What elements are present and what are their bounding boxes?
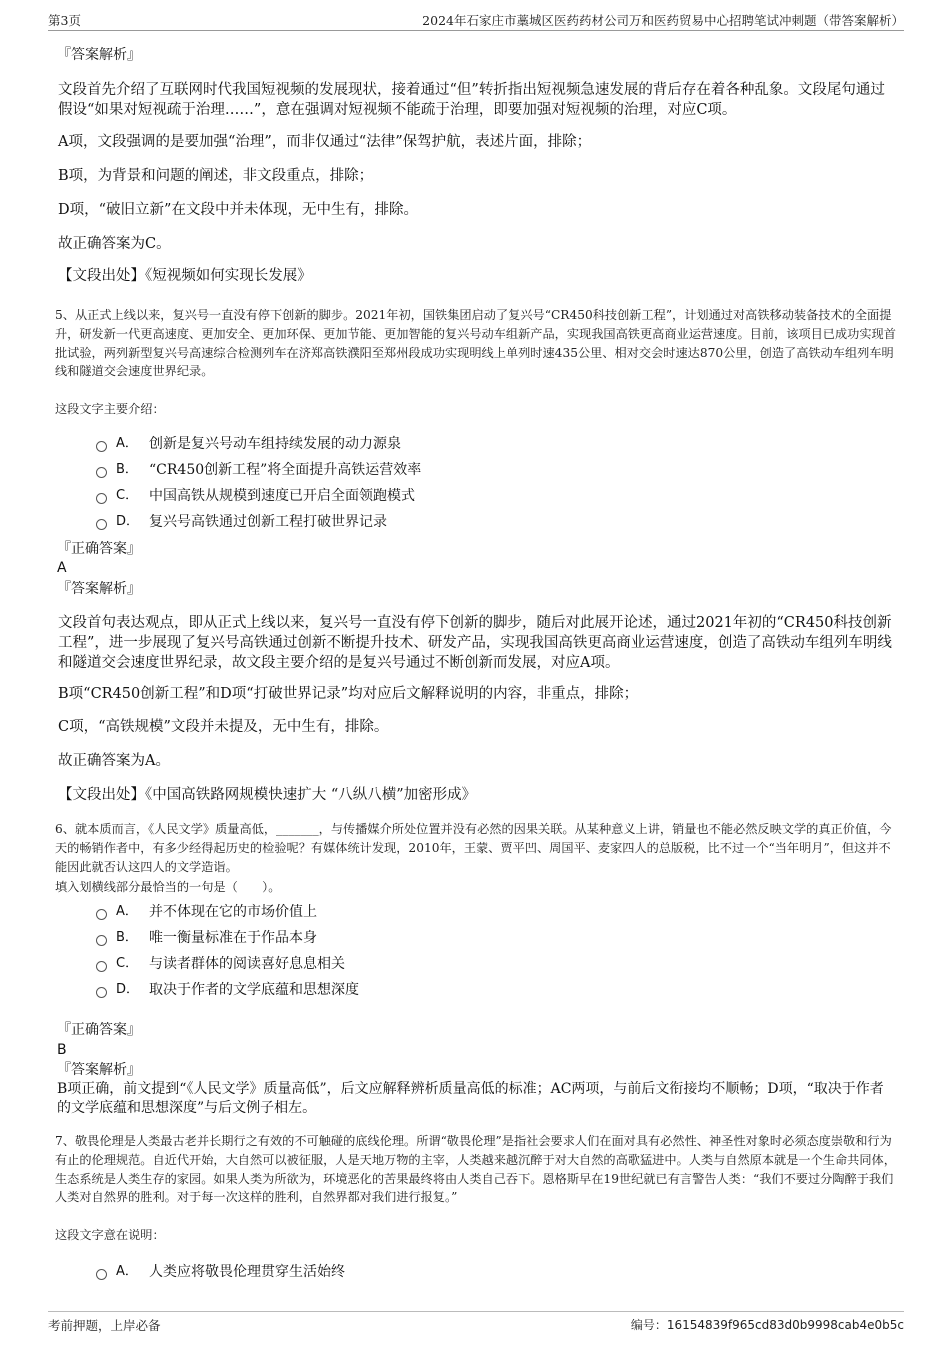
q7-prompt: 这段文字意在说明： xyxy=(55,1228,165,1242)
radio-icon[interactable] xyxy=(96,493,107,504)
q4-conclusion: 故正确答案为C。 xyxy=(58,236,171,252)
option-text: 中国高铁从规模到速度已开启全面领跑模式 xyxy=(149,488,415,504)
page-footer xyxy=(48,1311,904,1333)
radio-icon[interactable] xyxy=(96,467,107,478)
q6-answer-label: 『正确答案』 xyxy=(57,1022,141,1038)
option-text: 创新是复兴号动车组持续发展的动力源泉 xyxy=(149,436,401,452)
option-text: 取决于作者的文学底蕴和思想深度 xyxy=(149,982,359,998)
option-letter: D． xyxy=(116,514,140,529)
document-title: 2024年石家庄市藁城区医药药材公司万和医药贸易中心招聘笔试冲刺题（带答案解析） xyxy=(422,13,904,28)
q5-option-a[interactable] xyxy=(96,434,401,454)
option-letter: A． xyxy=(116,904,138,919)
q5-prompt: 这段文字主要介绍： xyxy=(55,402,165,416)
radio-icon[interactable] xyxy=(96,1269,107,1280)
option-text: “CR450创新工程”将全面提升高铁运营效率 xyxy=(149,462,422,478)
q6-prompt: 填入划横线部分最恰当的一句是（ ）。 xyxy=(55,880,281,894)
q5-point-c: C项，“高铁规模”文段并未提及，无中生有，排除。 xyxy=(58,719,389,735)
option-letter: B． xyxy=(116,930,138,945)
radio-icon[interactable] xyxy=(96,441,107,452)
q5-stem: 5、从正式上线以来，复兴号一直没有停下创新的脚步。2021年初，国铁集团启动了复兴号“CR450科技创新工程”，计划通过对高铁移动装备技术的全面提升，研发新一代更高速度、更加安全、更加环保、更加节能、更加智能的复兴号动车组新产品，实现我国高铁更高商业运营速度。目前，该项目已成功实现首批试验，两列新型复兴号高速综合检测列车在济郑高铁濮阳至郑州段成功实现明线上单列时速435公里、相对交会时速达870公里，创造了高铁动车组列车明线和隧道交会速度世界纪录。 xyxy=(55,308,896,379)
q4-source: 【文段出处】《短视频如何实现长发展》 xyxy=(58,268,312,284)
q5-option-d[interactable] xyxy=(96,512,387,532)
page-number: 第3页 xyxy=(48,13,81,28)
option-text: 人类应将敬畏伦理贯穿生活始终 xyxy=(149,1264,345,1280)
q4-point-a: A项，文段强调的是要加强“治理”，而非仅通过“法律”保驾护航，表述片面，排除； xyxy=(58,134,592,150)
radio-icon[interactable] xyxy=(96,909,107,920)
radio-icon[interactable] xyxy=(96,987,107,998)
radio-icon[interactable] xyxy=(96,519,107,530)
q4-point-b: B项，为背景和问题的阐述，非文段重点，排除； xyxy=(58,168,374,184)
q5-option-b[interactable] xyxy=(96,460,421,480)
q5-analysis-label: 『答案解析』 xyxy=(57,581,141,597)
q4-point-d: D项，“破旧立新”在文段中并未体现，无中生有，排除。 xyxy=(58,202,418,218)
q5-source: 【文段出处】《中国高铁路网规模快速扩大 “八纵八横”加密形成》 xyxy=(58,787,477,803)
option-letter: A． xyxy=(116,436,138,451)
footer-slogan: 考前押题，上岸必备 xyxy=(48,1318,161,1333)
q5-answer: A xyxy=(57,560,67,576)
q6-option-a[interactable] xyxy=(96,902,317,922)
radio-icon[interactable] xyxy=(96,935,107,946)
q5-analysis: 文段首句表达观点，即从正式上线以来，复兴号一直没有停下创新的脚步，随后对此展开论述，通过2021年初的“CR450科技创新工程”，进一步展现了复兴号高铁通过创新不断提升技术、研发产品，实现我国高铁更高商业运营速度，创造了高铁动车组列车明线和隧道交会速度世界纪录，故文段主要介绍的是复兴号通过不断创新而发展，对应A项。 xyxy=(58,615,892,671)
option-letter: C． xyxy=(116,956,139,971)
option-letter: D． xyxy=(116,982,140,997)
option-text: 与读者群体的阅读喜好息息相关 xyxy=(149,956,345,972)
q5-option-c[interactable] xyxy=(96,486,415,506)
q6-stem: 6、就本质而言，《人民文学》质量高低，_______，与传播媒介所处位置并没有必然的因果关联。从某种意义上讲，销量也不能必然反映文学的真正价值，今天的畅销作者中，有多少经得起历史的检验呢？有媒体统计发现，2010年，王蒙、贾平凹、周国平、麦家四人的总版税，比不过一个“当年明月”，但这并不能因此就否认这四人的文学造诣。 xyxy=(55,822,892,874)
document-code: 编号：16154839f965cd83d0b9998cab4e0b5c xyxy=(630,1318,904,1332)
q6-answer: B xyxy=(57,1042,67,1058)
option-letter: A． xyxy=(116,1264,138,1279)
q6-option-b[interactable] xyxy=(96,928,317,948)
q6-analysis: B项正确，前文提到“《人民文学》质量高低”，后文应解释辨析质量高低的标准；AC两项，与前后文衔接均不顺畅；D项，“取决于作者的文学底蕴和思想深度”与后文例子相左。 xyxy=(57,1081,884,1116)
page-header xyxy=(48,8,904,31)
q4-analysis-label: 『答案解析』 xyxy=(57,47,141,63)
option-letter: B． xyxy=(116,462,138,477)
option-text: 唯一衡量标准在于作品本身 xyxy=(149,930,317,946)
option-letter: C． xyxy=(116,488,139,503)
q7-stem: 7、敬畏伦理是人类最古老并长期行之有效的不可触碰的底线伦理。所谓“敬畏伦理”是指社会要求人们在面对具有必然性、神圣性对象时必须态度崇敬和行为有止的伦理规范。自近代开始，大自然可以被征服，人是天地万物的主宰，人类越来越沉醉于对大自然的高歌猛进中。人类与自然原本就是一个生命共同体，生态系统是人类生存的家园。如果人类为所欲为，环境恶化的苦果最终将由人类自己吞下。恩格斯早在19世纪就已有言警告人类：“我们不要过分陶醉于我们人类对自然界的胜利。对于每一次这样的胜利，自然界都对我们进行报复。” xyxy=(55,1134,896,1205)
q5-conclusion: 故正确答案为A。 xyxy=(58,753,170,769)
q4-analysis: 文段首先介绍了互联网时代我国短视频的发展现状，接着通过“但”转折指出短视频急速发展的背后存在着各种乱象。文段尾句通过假设“如果对短视疏于治理……”，意在强调对短视频不能疏于治理，即要加强对短视频的治理，对应C项。 xyxy=(58,82,885,118)
q6-option-d[interactable] xyxy=(96,980,359,1000)
option-text: 复兴号高铁通过创新工程打破世界记录 xyxy=(149,514,387,530)
q5-point-bd: B项“CR450创新工程”和D项“打破世界记录”均对应后文解释说明的内容，非重点，排除； xyxy=(58,686,639,702)
q6-option-c[interactable] xyxy=(96,954,345,974)
q7-option-a[interactable] xyxy=(96,1262,345,1282)
q5-answer-label: 『正确答案』 xyxy=(57,541,141,557)
option-text: 并不体现在它的市场价值上 xyxy=(149,904,317,920)
q6-analysis-label: 『答案解析』 xyxy=(57,1062,141,1078)
radio-icon[interactable] xyxy=(96,961,107,972)
